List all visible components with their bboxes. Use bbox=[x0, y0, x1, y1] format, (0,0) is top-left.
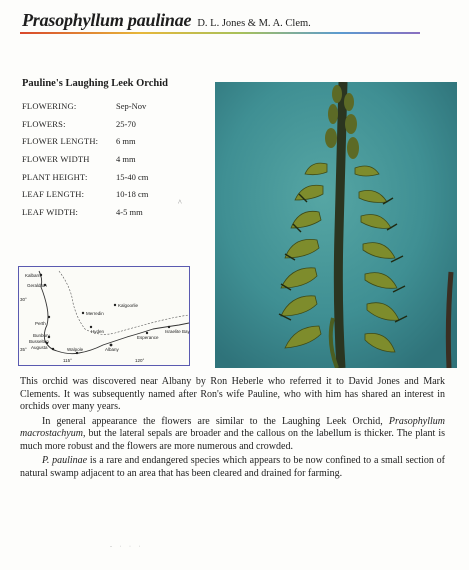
fact-value: 6 mm bbox=[116, 136, 136, 147]
fact-row bbox=[22, 188, 148, 206]
page-marks: - · · · bbox=[110, 544, 144, 550]
map-label-merredin: Merredin bbox=[86, 311, 104, 316]
map-label-geraldton: Geraldton bbox=[27, 283, 47, 288]
map-label-walpole: Walpole bbox=[67, 347, 84, 352]
body-text bbox=[20, 376, 445, 482]
map-label-long-120: 120° bbox=[135, 358, 145, 363]
text-span: is a rare and endangered species which appears to be now confined to a small section of natural swamp adjacent to an area that has been cleared and drained for farming. bbox=[20, 455, 445, 479]
map-label-perth: Perth bbox=[35, 321, 46, 326]
paragraph-appearance bbox=[20, 416, 445, 454]
map-label-israelite-bay: Israelite Bay bbox=[165, 329, 190, 334]
text-span: In general appearance the flowers are similar to the Laughing Leek Orchid, bbox=[42, 415, 389, 427]
map-label-kalgoorlie: Kalgoorlie bbox=[118, 303, 139, 308]
common-name: Pauline's Laughing Leek Orchid bbox=[22, 78, 168, 89]
map-label-long-115: 115° bbox=[63, 358, 72, 363]
species-reference: P. paulinae bbox=[42, 455, 88, 466]
facts-list bbox=[22, 100, 148, 224]
map-label-lat-35: 35° bbox=[20, 347, 27, 352]
title-rule bbox=[20, 32, 420, 34]
map-label-albany: Albany bbox=[105, 347, 119, 352]
orchid-photo bbox=[215, 82, 457, 368]
fact-row bbox=[22, 135, 148, 153]
fact-label: FLOWER WIDTH bbox=[22, 154, 90, 165]
fact-value: 4 mm bbox=[116, 154, 136, 165]
map-label-esperance: Esperance bbox=[137, 335, 159, 340]
distribution-map bbox=[18, 266, 190, 366]
fact-value: 10-18 cm bbox=[116, 189, 149, 200]
fact-row bbox=[22, 153, 148, 171]
fact-label: FLOWERING: bbox=[22, 101, 77, 111]
fact-label: LEAF LENGTH: bbox=[22, 189, 85, 200]
species-authors: D. L. Jones & M. A. Clem. bbox=[197, 18, 311, 29]
fact-value: Sep-Nov bbox=[116, 101, 147, 111]
fact-value: 15-40 cm bbox=[116, 171, 149, 182]
species-name: Prasophyllum paulinae bbox=[22, 10, 192, 30]
species-reference: Prasophyllum macrostachyum bbox=[20, 415, 445, 439]
margin-mark: ^ bbox=[178, 198, 182, 207]
fact-label: PLANT HEIGHT: bbox=[22, 171, 88, 182]
fact-row bbox=[22, 206, 148, 224]
fact-label: FLOWER LENGTH: bbox=[22, 136, 99, 147]
map-label-lat-30: 30° bbox=[20, 297, 27, 302]
fact-label: FLOWERS: bbox=[22, 118, 66, 129]
paragraph-conservation bbox=[20, 455, 445, 480]
orchid-illustration bbox=[215, 82, 457, 368]
map-label-hyden: Hyden bbox=[91, 329, 105, 334]
fact-row bbox=[22, 171, 148, 189]
text-span: , but the lateral sepals are broader and the callous on the labellum is thicker. The plant is much more robust and the flowers are more numerous and crowded. bbox=[20, 428, 445, 452]
fact-value: 4-5 mm bbox=[116, 207, 143, 218]
map-label-augusta: Augusta bbox=[31, 345, 48, 350]
map-outline bbox=[19, 267, 189, 365]
fact-row bbox=[22, 100, 148, 118]
fact-row bbox=[22, 118, 148, 136]
fact-value: 25-70 bbox=[116, 118, 136, 129]
map-label-bunbury: Bunbury bbox=[33, 333, 50, 338]
title-row bbox=[22, 10, 311, 31]
fact-label: LEAF WIDTH: bbox=[22, 207, 79, 218]
map-label-busselton: Busselton bbox=[29, 339, 49, 344]
paragraph-discovery: This orchid was discovered near Albany by Ron Heberle who referred it to David Jones and Mark Clements. It was subsequently named after Ron's wife Pauline, who with him has shared an interest in orchids over many years. bbox=[20, 376, 445, 412]
map-label-kalbarri: Kalbarri bbox=[25, 273, 41, 278]
